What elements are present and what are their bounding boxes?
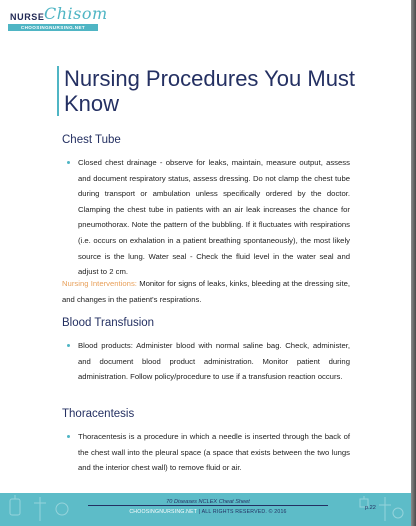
footer-center	[88, 499, 328, 515]
footer-subline	[88, 509, 328, 515]
footer-divider	[88, 505, 328, 506]
footer-title: 70 Diseases NCLEX Cheat Sheet	[166, 499, 250, 505]
logo	[8, 4, 108, 36]
interventions-paragraph	[62, 276, 350, 307]
heading-blood-transfusion: Blood Transfusion	[62, 317, 155, 329]
bullet-dot	[67, 344, 70, 347]
bullet-dot	[67, 435, 70, 438]
logo-script-text: Chisom	[44, 4, 108, 23]
bullet-blood-transfusion-text: Blood products: Administer blood with normal saline bag. Check, administer, and document blood product administration. Monitor patient during administration. Follow policy/procedure to use if a transfusion reaction occurs.	[78, 341, 350, 382]
footer-rights: | ALL RIGHTS RESERVED. © 2016	[197, 509, 287, 515]
bullet-chest-tube	[78, 155, 350, 280]
bullet-blood-transfusion	[78, 338, 350, 385]
footer-page-number: p.22	[365, 505, 376, 511]
bullet-thoracentesis	[78, 429, 350, 476]
footer	[0, 493, 411, 526]
logo-site-bar: CHOOSINGNURSING.NET	[8, 24, 98, 31]
page-title: Nursing Procedures You Must Know	[64, 66, 356, 116]
footer-site-link[interactable]: CHOOSINGNURSING.NET	[129, 509, 198, 515]
page-edge	[411, 0, 416, 526]
bullet-thoracentesis-text: Thoracentesis is a procedure in which a needle is inserted through the back of the chest wall into the pleural space (a space that exists between the two lungs and the interior chest wall) to remove fluid or air.	[78, 432, 350, 473]
interventions-label: Nursing Interventions:	[62, 279, 137, 288]
bullet-chest-tube-text: Closed chest drainage - observe for leaks, maintain, measure output, assess and document respiratory status, assess dressing. Do not clamp the chest tube during transport or ambulation unless specifically ordered by the doctor. Clamping the chest tube in patients with an air leak increases the chance for pneumothorax. Note the pattern of the bubbling. If it fluctuates with respirations (i.e. occurs on exhalation in a patient breathing spontaneously), the most likely source is the lung. Water seal - Check the fluid level in the water seal and adjust to 2 cm.	[78, 158, 350, 277]
interventions-text: Monitor for signs of leaks, kinks, bleeding at the dressing site, and changes in the patient's respirations.	[62, 279, 350, 304]
logo-nurse-text: NURSE	[10, 12, 45, 22]
heading-thoracentesis: Thoracentesis	[62, 408, 135, 420]
heading-chest-tube: Chest Tube	[62, 134, 121, 146]
title-block	[57, 66, 394, 116]
bullet-dot	[67, 161, 70, 164]
